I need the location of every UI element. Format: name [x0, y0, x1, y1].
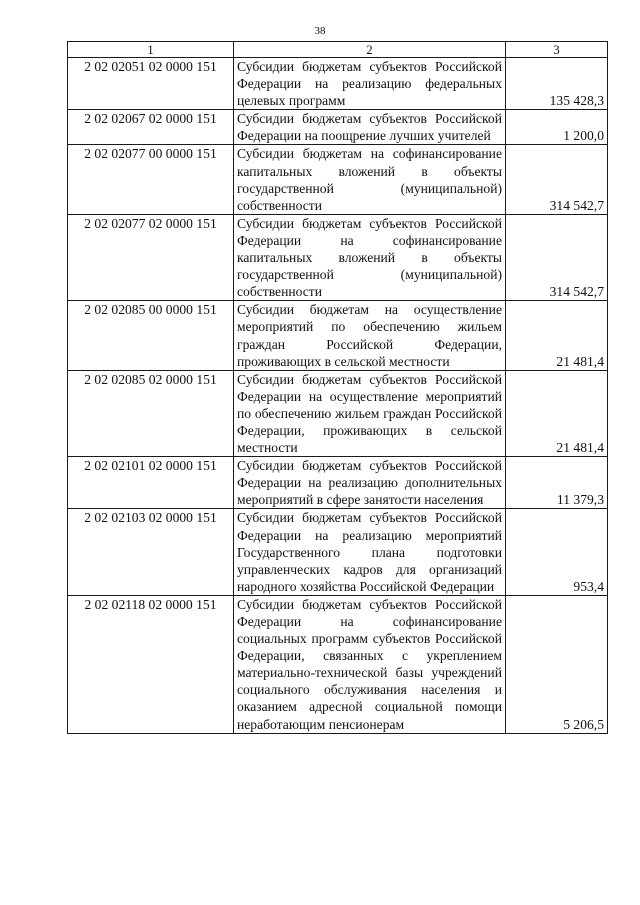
row-code: 2 02 02085 02 0000 151 — [68, 370, 234, 456]
row-description: Субсидии бюджетам субъектов Российской Федерации на реализацию федеральных целевых программ — [234, 58, 506, 110]
table-row — [68, 301, 608, 370]
row-description: Субсидии бюджетам субъектов Российской Федерации на софинансирование капитальных вложений в объекты государственной (муниципальной) собственности — [234, 214, 506, 300]
row-amount: 21 481,4 — [506, 370, 608, 456]
row-code: 2 02 02077 00 0000 151 — [68, 145, 234, 214]
row-description: Субсидии бюджетам на софинансирование капитальных вложений в объекты государственной (муниципальной) собственности — [234, 145, 506, 214]
row-description: Субсидии бюджетам субъектов Российской Федерации на реализацию мероприятий Государственного плана подготовки управленческих кадров для организаций народного хозяйства Российской Федерации — [234, 509, 506, 595]
row-amount: 21 481,4 — [506, 301, 608, 370]
table-row — [68, 457, 608, 509]
table-header-row — [68, 42, 608, 58]
row-description: Субсидии бюджетам на осуществление мероприятий по обеспечению жильем граждан Российской Федерации, проживающих в сельской местности — [234, 301, 506, 370]
page-number: 38 — [314, 25, 326, 37]
row-code: 2 02 02085 00 0000 151 — [68, 301, 234, 370]
row-code: 2 02 02051 02 0000 151 — [68, 58, 234, 110]
column-header-description: 2 — [234, 42, 506, 58]
table-row — [68, 58, 608, 110]
column-header-code: 1 — [68, 42, 234, 58]
table-row — [68, 370, 608, 456]
table-row — [68, 595, 608, 733]
table-row — [68, 110, 608, 145]
column-header-amount: 3 — [506, 42, 608, 58]
row-amount: 953,4 — [506, 509, 608, 595]
row-code: 2 02 02067 02 0000 151 — [68, 110, 234, 145]
row-description: Субсидии бюджетам субъектов Российской Федерации на реализацию дополнительных мероприятий в сфере занятости населения — [234, 457, 506, 509]
row-amount: 1 200,0 — [506, 110, 608, 145]
table-row — [68, 214, 608, 300]
table-row — [68, 145, 608, 214]
row-amount: 5 206,5 — [506, 595, 608, 733]
row-amount: 135 428,3 — [506, 58, 608, 110]
row-description: Субсидии бюджетам субъектов Российской Федерации на осуществление мероприятий по обеспечению жильем граждан Российской Федерации, проживающих в сельской местности — [234, 370, 506, 456]
row-code: 2 02 02103 02 0000 151 — [68, 509, 234, 595]
row-description: Субсидии бюджетам субъектов Российской Федерации на софинансирование социальных программ субъектов Российской Федерации, связанных с укреплением материально-технической базы учреждений социального обслуживания населения и оказанием адресной социальной помощи неработающим пенсионерам — [234, 595, 506, 733]
budget-table — [67, 41, 608, 734]
row-amount: 314 542,7 — [506, 145, 608, 214]
row-description: Субсидии бюджетам субъектов Российской Федерации на поощрение лучших учителей — [234, 110, 506, 145]
row-code: 2 02 02101 02 0000 151 — [68, 457, 234, 509]
row-code: 2 02 02118 02 0000 151 — [68, 595, 234, 733]
row-code: 2 02 02077 02 0000 151 — [68, 214, 234, 300]
row-amount: 314 542,7 — [506, 214, 608, 300]
row-amount: 11 379,3 — [506, 457, 608, 509]
table-row — [68, 509, 608, 595]
